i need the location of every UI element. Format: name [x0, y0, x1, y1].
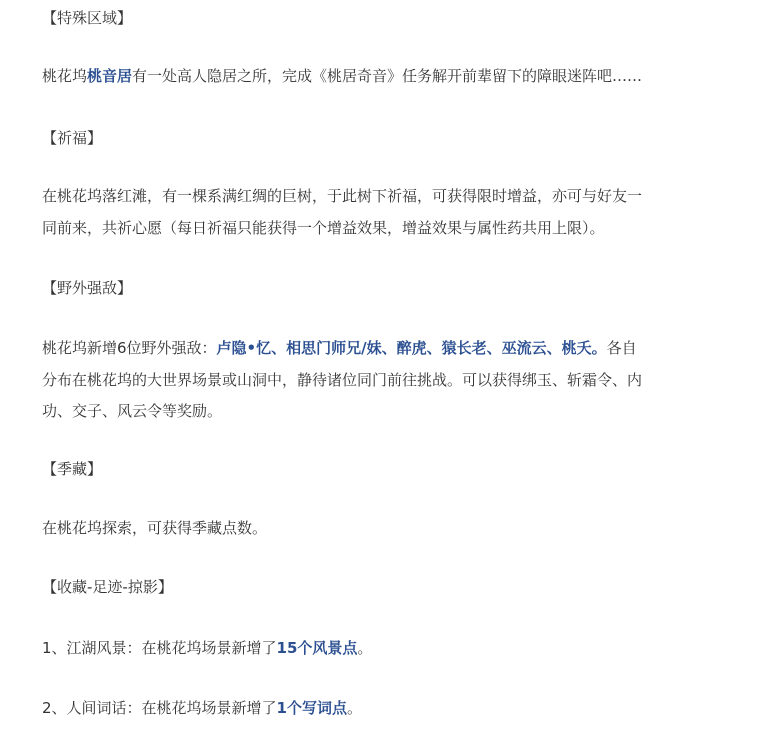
- highlight-count: 1个写词点: [276, 699, 347, 717]
- paragraph-field-enemies-line-3: 功、交子、风云令等奖励。: [42, 402, 223, 420]
- highlight-count: 15个风景点: [276, 639, 358, 657]
- paragraph-blessing-line-2: 同前来，共祈心愿（每日祈福只能获得一个增益效果，增益效果与属性药共用上限）。: [42, 219, 605, 237]
- heading-field-enemies: 【野外强敌】: [42, 279, 133, 297]
- paragraph-field-enemies-line-2: 分布在桃花坞的大世界场景或山洞中，静待诸位同门前往挑战。可以获得绑玉、斩霜令、内: [42, 371, 643, 389]
- heading-season-collection: 【季藏】: [42, 460, 103, 478]
- text-segment: 各自: [606, 339, 637, 357]
- paragraph-blessing-line-1: 在桃花坞落红滩，有一棵系满红绸的巨树，于此树下祈福，可获得限时增益，亦可与好友一: [42, 187, 643, 205]
- list-item: [42, 698, 362, 718]
- highlight-location: 桃音居: [87, 67, 133, 85]
- paragraph-special-area: [42, 66, 642, 86]
- text-segment: 2、人间词话：在桃花坞场景新增了: [42, 699, 277, 717]
- text-segment: 有一处高人隐居之所，完成《桃居奇音》任务解开前辈留下的障眼迷阵吧……: [132, 67, 643, 85]
- paragraph-season-collection: 在桃花坞探索，可获得季藏点数。: [42, 519, 268, 537]
- highlight-enemies: 卢隐•忆、相思门师兄/妹、醉虎、猿长老、巫流云、桃夭。: [216, 339, 607, 357]
- text-segment: 。: [357, 639, 373, 657]
- heading-special-area: 【特殊区域】: [42, 9, 133, 27]
- heading-collection: 【收藏-足迹-掠影】: [42, 578, 173, 596]
- heading-blessing: 【祈福】: [42, 129, 103, 147]
- list-item: [42, 638, 372, 658]
- text-segment: 桃花坞: [42, 67, 88, 85]
- paragraph-field-enemies-line-1: [42, 338, 637, 358]
- text-segment: 桃花坞新增6位野外强敌：: [42, 339, 217, 357]
- text-segment: 1、江湖风景：在桃花坞场景新增了: [42, 639, 277, 657]
- text-segment: 。: [346, 699, 362, 717]
